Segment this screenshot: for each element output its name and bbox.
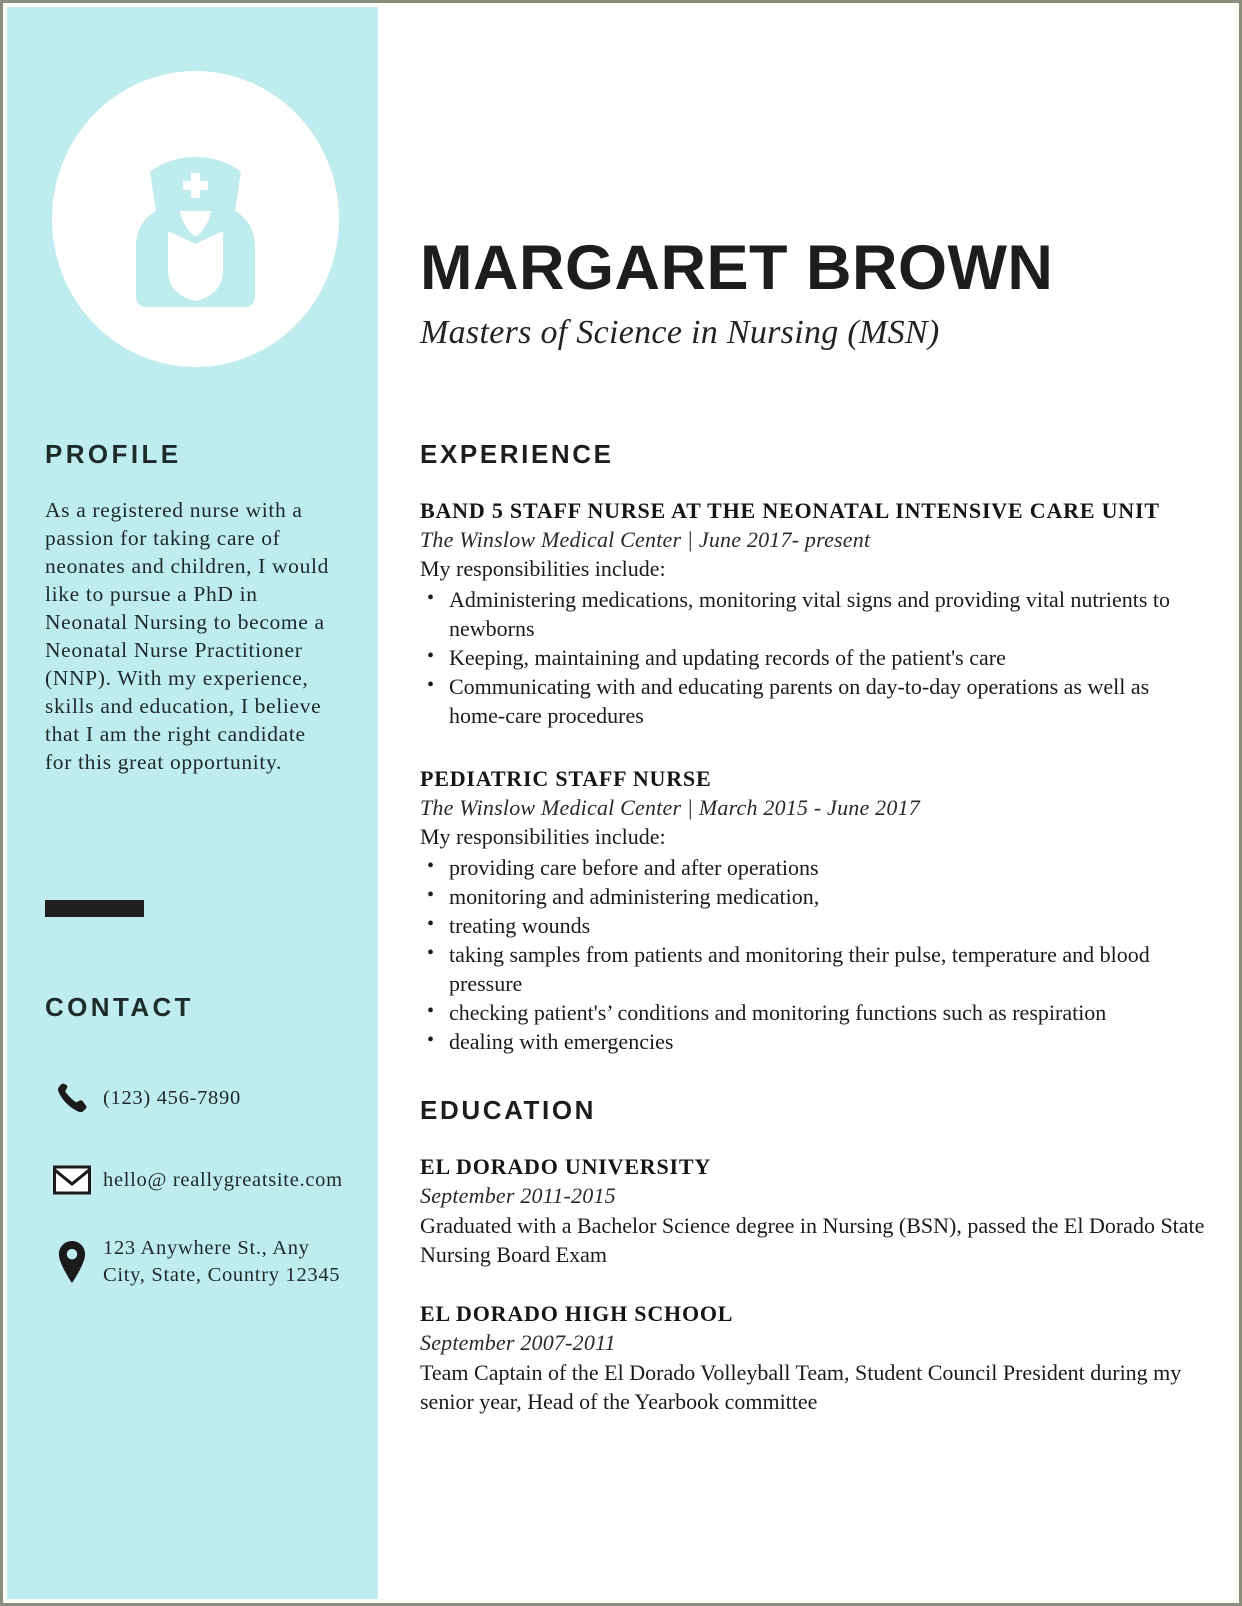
profile-section — [45, 439, 345, 776]
job-title: PEDIATRIC STAFF NURSE — [420, 766, 712, 791]
education-heading: EDUCATION — [420, 1095, 597, 1125]
education-section — [420, 1095, 1210, 1416]
education-meta: September 2007-2011 — [420, 1330, 616, 1355]
main-content — [378, 7, 1235, 1599]
contact-item-email[interactable] — [45, 1152, 355, 1208]
job-bullet: • providing care before and after operations — [420, 853, 1210, 882]
job-bullet: • Communicating with and educating parents on day-to-day operations as well as home-care procedures — [420, 672, 1210, 730]
envelope-icon — [45, 1165, 99, 1195]
section-divider-bar — [45, 900, 144, 917]
sidebar — [7, 7, 378, 1599]
job-bullets — [420, 585, 1210, 730]
job-lead: My responsibilities include: — [420, 556, 666, 581]
profile-logo — [52, 71, 339, 367]
profile-heading: PROFILE — [45, 439, 182, 469]
experience-entry — [420, 496, 1210, 730]
job-bullet: • monitoring and administering medication, — [420, 882, 1210, 911]
contact-list — [45, 1070, 355, 1316]
job-meta: The Winslow Medical Center | March 2015 - June 2017 — [420, 795, 920, 820]
experience-section — [420, 439, 1210, 1056]
job-bullet: • Keeping, maintaining and updating records of the patient's care — [420, 643, 1210, 672]
education-entry — [420, 1152, 1210, 1269]
job-bullet: • dealing with emergencies — [420, 1027, 1210, 1056]
contact-section — [45, 992, 345, 1023]
experience-entry — [420, 764, 1210, 1056]
contact-item-address[interactable] — [45, 1234, 355, 1290]
location-pin-icon — [45, 1241, 99, 1283]
job-meta: The Winslow Medical Center | June 2017- present — [420, 527, 871, 552]
candidate-subtitle: Masters of Science in Nursing (MSN) — [420, 314, 940, 351]
job-bullet: • checking patient's’ conditions and monitoring functions such as respiration — [420, 998, 1210, 1027]
education-entry — [420, 1299, 1210, 1416]
logo-circle — [52, 71, 339, 367]
education-meta: September 2011-2015 — [420, 1183, 616, 1208]
phone-icon — [45, 1081, 99, 1115]
education-title: EL DORADO UNIVERSITY — [420, 1154, 712, 1179]
contact-heading: CONTACT — [45, 992, 194, 1022]
job-bullet: • treating wounds — [420, 911, 1210, 940]
nurse-icon — [108, 119, 283, 319]
candidate-name: MARGARET BROWN — [420, 233, 1054, 303]
education-title: EL DORADO HIGH SCHOOL — [420, 1301, 734, 1326]
profile-text: As a registered nurse with a passion for taking care of neonates and children, I would like to pursue a PhD in Neonatal Nursing to become a Neonatal Nurse Practitioner (NNP). With my experience, skills and education, I believe that I am the right candidate for this great opportunity. — [45, 498, 329, 774]
contact-email-value: hello@ reallygreatsite.com — [103, 1168, 343, 1191]
job-lead: My responsibilities include: — [420, 824, 666, 849]
contact-phone-value: (123) 456-7890 — [103, 1086, 241, 1109]
resume-header — [420, 232, 1210, 353]
education-description: Graduated with a Bachelor Science degree in Nursing (BSN), passed the El Dorado State Nursing Board Exam — [420, 1213, 1205, 1267]
job-title: BAND 5 STAFF NURSE AT THE NEONATAL INTENSIVE CARE UNIT — [420, 498, 1160, 523]
contact-item-phone[interactable] — [45, 1070, 355, 1126]
job-bullet: • taking samples from patients and monitoring their pulse, temperature and blood pressure — [420, 940, 1210, 998]
education-description: Team Captain of the El Dorado Volleyball Team, Student Council President during my senior year, Head of the Yearbook committee — [420, 1360, 1182, 1414]
contact-address-value: 123 Anywhere St., Any City, State, Country 12345 — [103, 1237, 341, 1286]
job-bullets — [420, 853, 1210, 1056]
job-bullet: • Administering medications, monitoring vital signs and providing vital nutrients to newborns — [420, 585, 1210, 643]
experience-heading: EXPERIENCE — [420, 439, 614, 469]
